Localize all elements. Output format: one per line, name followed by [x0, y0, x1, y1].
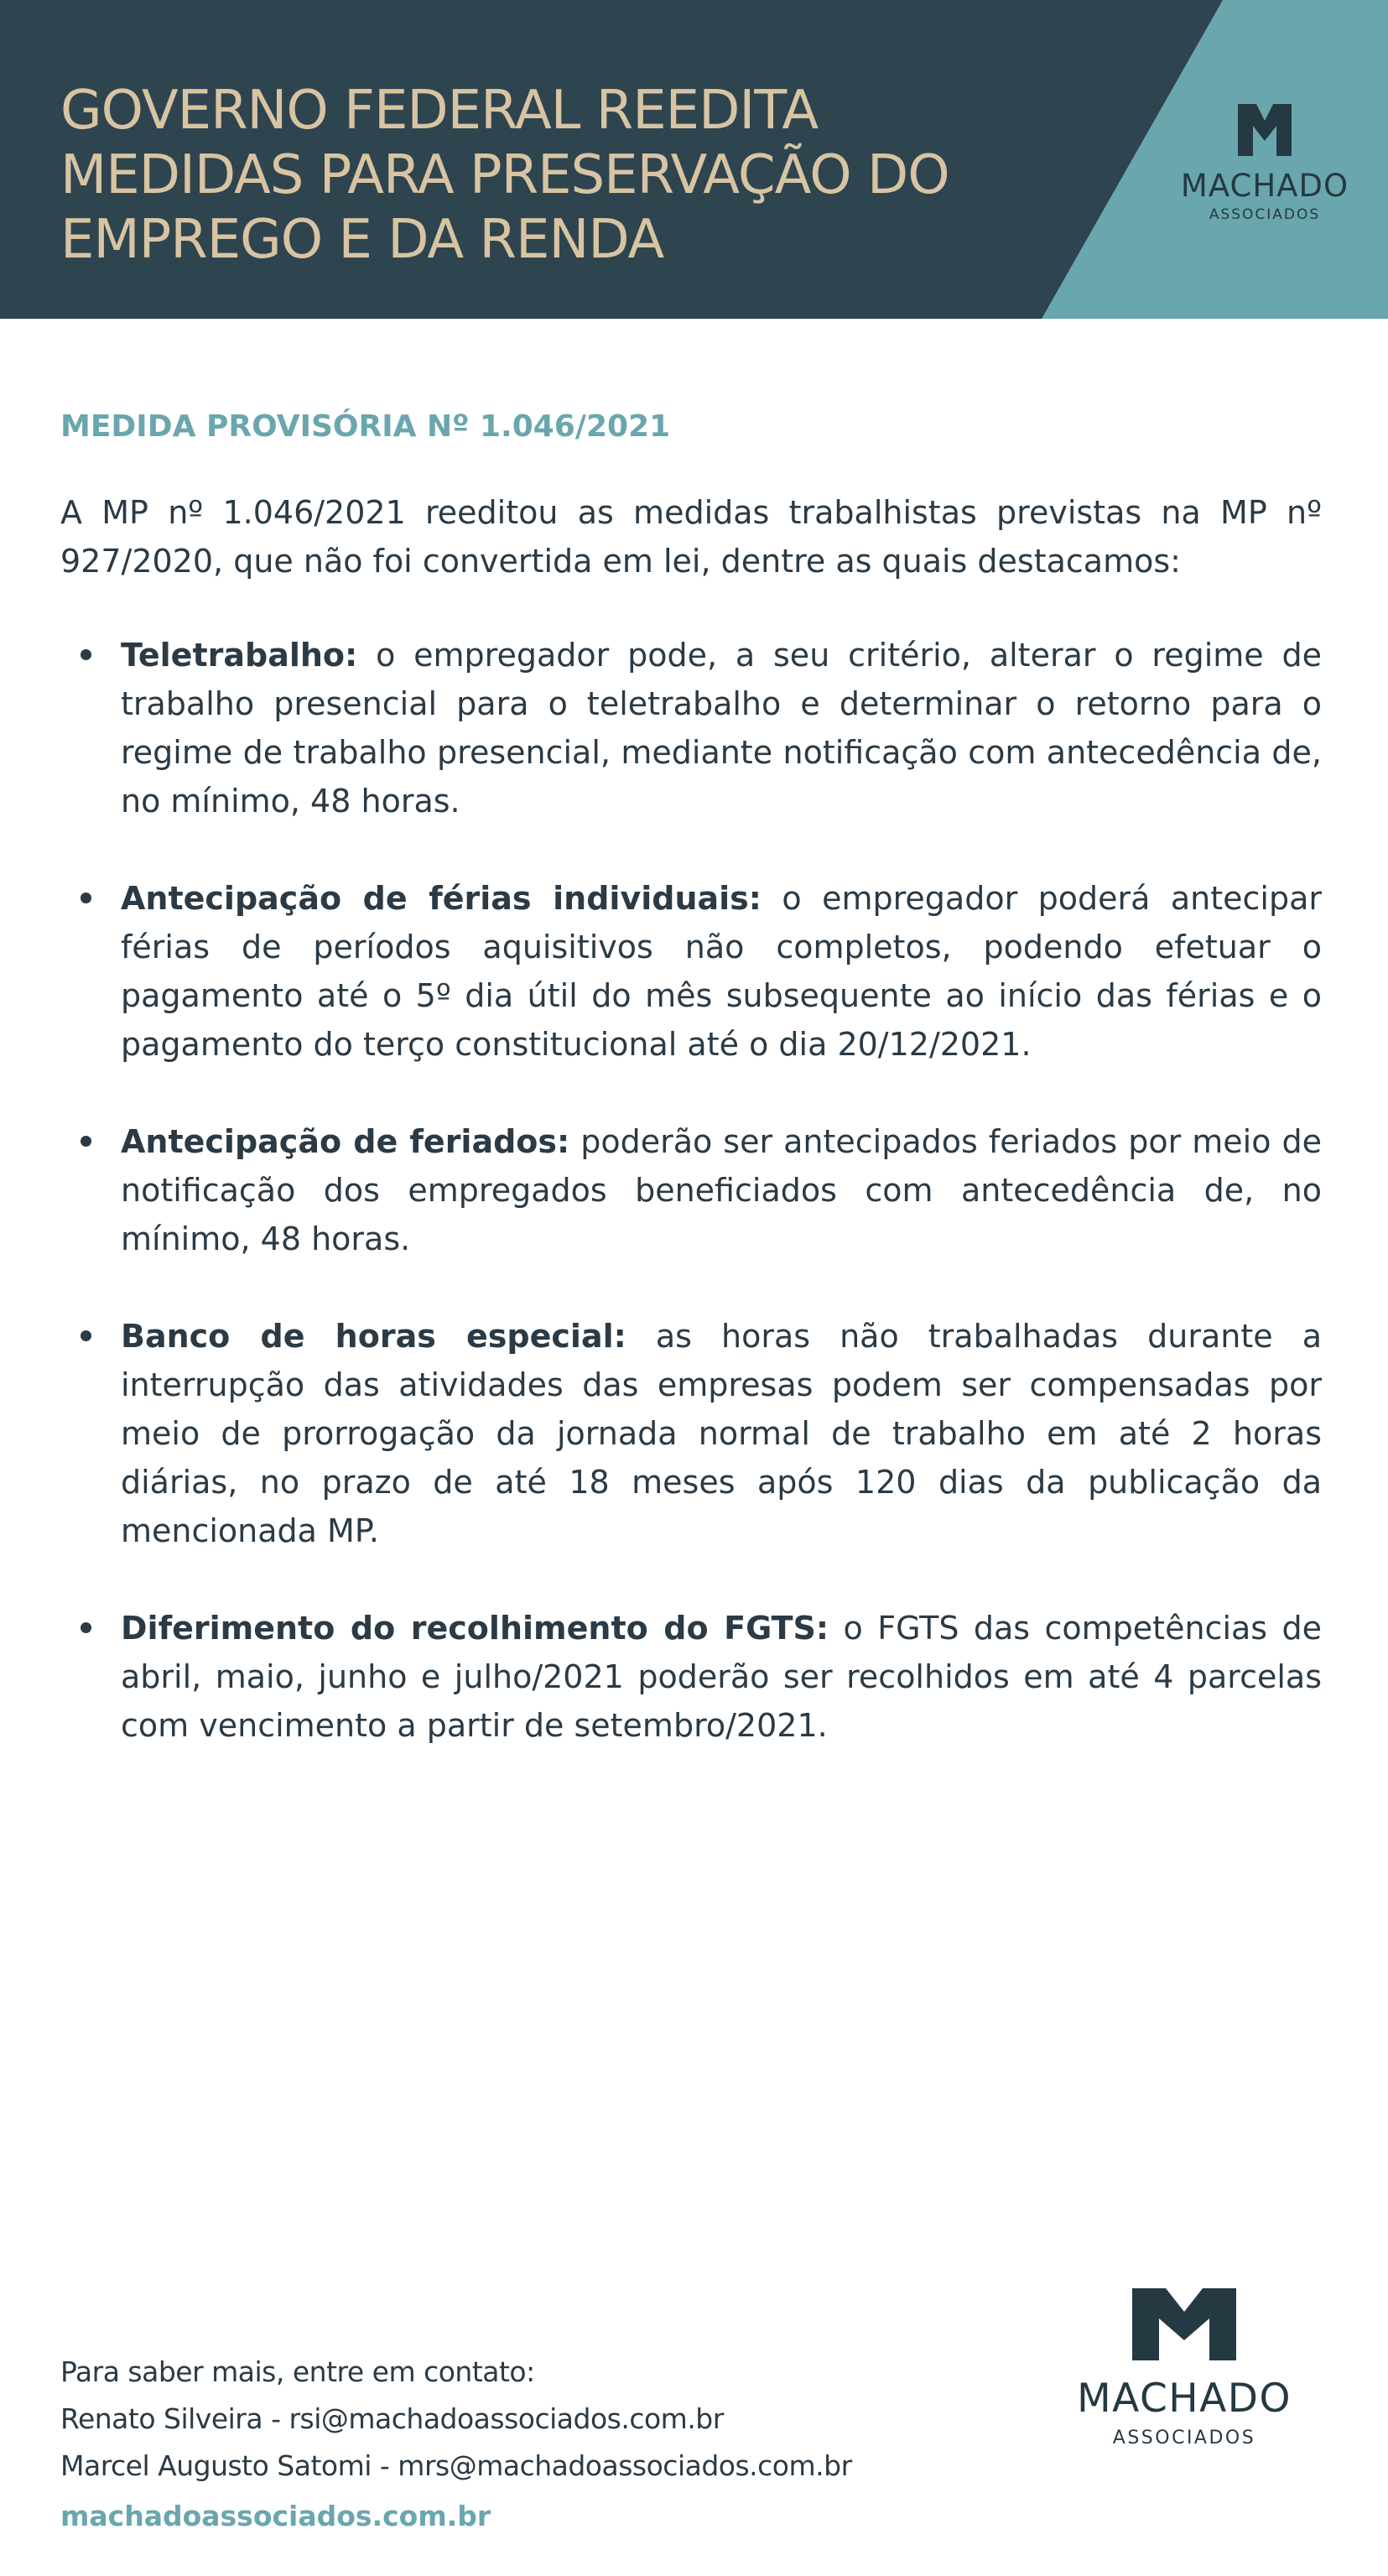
footer-logo — [1058, 2288, 1310, 2449]
item-description: o empregador poderá antecipar férias de períodos aquisitivos não completos, podendo efetuar o pagamento até o 5º dia útil do mês subsequente ao início das férias e o pagamento do terço constitucional até o dia 20/12/2021. — [121, 880, 1322, 1063]
item-description: o FGTS das competências de abril, maio, junho e julho/2021 poderão ser recolhidos em até 4 parcelas com vencimento a partir de setembro/2021. — [121, 1610, 1322, 1744]
item-title: Banco de horas especial: — [121, 1318, 626, 1355]
contact-block — [60, 2349, 983, 2540]
page-title — [60, 79, 1084, 273]
intro-paragraph: A MP nº 1.046/2021 reeditou as medidas trabalhistas previstas na MP nº 927/2020, que não foi convertida em lei, dentre as quais destacamos: — [60, 494, 1322, 580]
website-link[interactable]: machadoassociados.com.br — [60, 2500, 491, 2532]
list-item — [60, 1604, 1322, 1750]
contact-line[interactable]: Renato Silveira - rsi@machadoassociados.com.br — [60, 2402, 724, 2435]
page-title-line: EMPREGO E DA RENDA — [60, 209, 664, 271]
list-item — [60, 1117, 1322, 1263]
bullet-icon — [81, 1330, 91, 1341]
list-item — [60, 631, 1322, 825]
header-logo — [1172, 104, 1357, 223]
item-description: as horas não trabalhadas durante a interrupção das atividades das empresas podem ser compensadas por meio de prorrogação da jornada normal de trabalho em até 2 horas diárias, no prazo de até 18 meses após 120 dias da publicação da mencionada MP. — [121, 1318, 1322, 1549]
item-title: Antecipação de feriados: — [121, 1123, 570, 1160]
header-banner — [0, 0, 1388, 319]
list-item — [60, 874, 1322, 1069]
logo-subtitle: ASSOCIADOS — [1209, 206, 1321, 223]
logo-subtitle: ASSOCIADOS — [1112, 2428, 1256, 2449]
item-description: poderão ser antecipados feriados por meio de notificação dos empregados beneficiados com antecedência de, no mínimo, 48 horas. — [121, 1123, 1322, 1257]
item-title: Teletrabalho: — [121, 637, 358, 674]
bullet-icon — [81, 649, 91, 660]
logo-name: MACHADO — [1077, 2376, 1292, 2422]
page-title-line: GOVERNO FEDERAL REEDITA — [60, 80, 819, 142]
measures-list — [60, 631, 1322, 1798]
machado-m-logo-icon — [1132, 2288, 1236, 2360]
logo-name: MACHADO — [1180, 168, 1349, 204]
item-title: Antecipação de férias individuais: — [121, 880, 762, 917]
section-title: MEDIDA PROVISÓRIA Nº 1.046/2021 — [60, 409, 671, 444]
item-title: Diferimento do recolhimento do FGTS: — [121, 1610, 829, 1647]
contact-intro: Para saber mais, entre em contato: — [60, 2355, 535, 2388]
machado-m-logo-icon — [1238, 104, 1292, 156]
item-description: o empregador pode, a seu critério, alterar o regime de trabalho presencial para o teletrabalho e determinar o retorno para o regime de trabalho presencial, mediante notificação com antecedência de, no mínimo, 48 horas. — [121, 637, 1322, 820]
list-item — [60, 1312, 1322, 1555]
bullet-icon — [81, 1136, 91, 1147]
contact-line[interactable]: Marcel Augusto Satomi - mrs@machadoassociados.com.br — [60, 2449, 852, 2482]
bullet-icon — [81, 892, 91, 903]
bullet-icon — [81, 1622, 91, 1633]
page-title-line: MEDIDAS PARA PRESERVAÇÃO DO — [60, 144, 949, 206]
